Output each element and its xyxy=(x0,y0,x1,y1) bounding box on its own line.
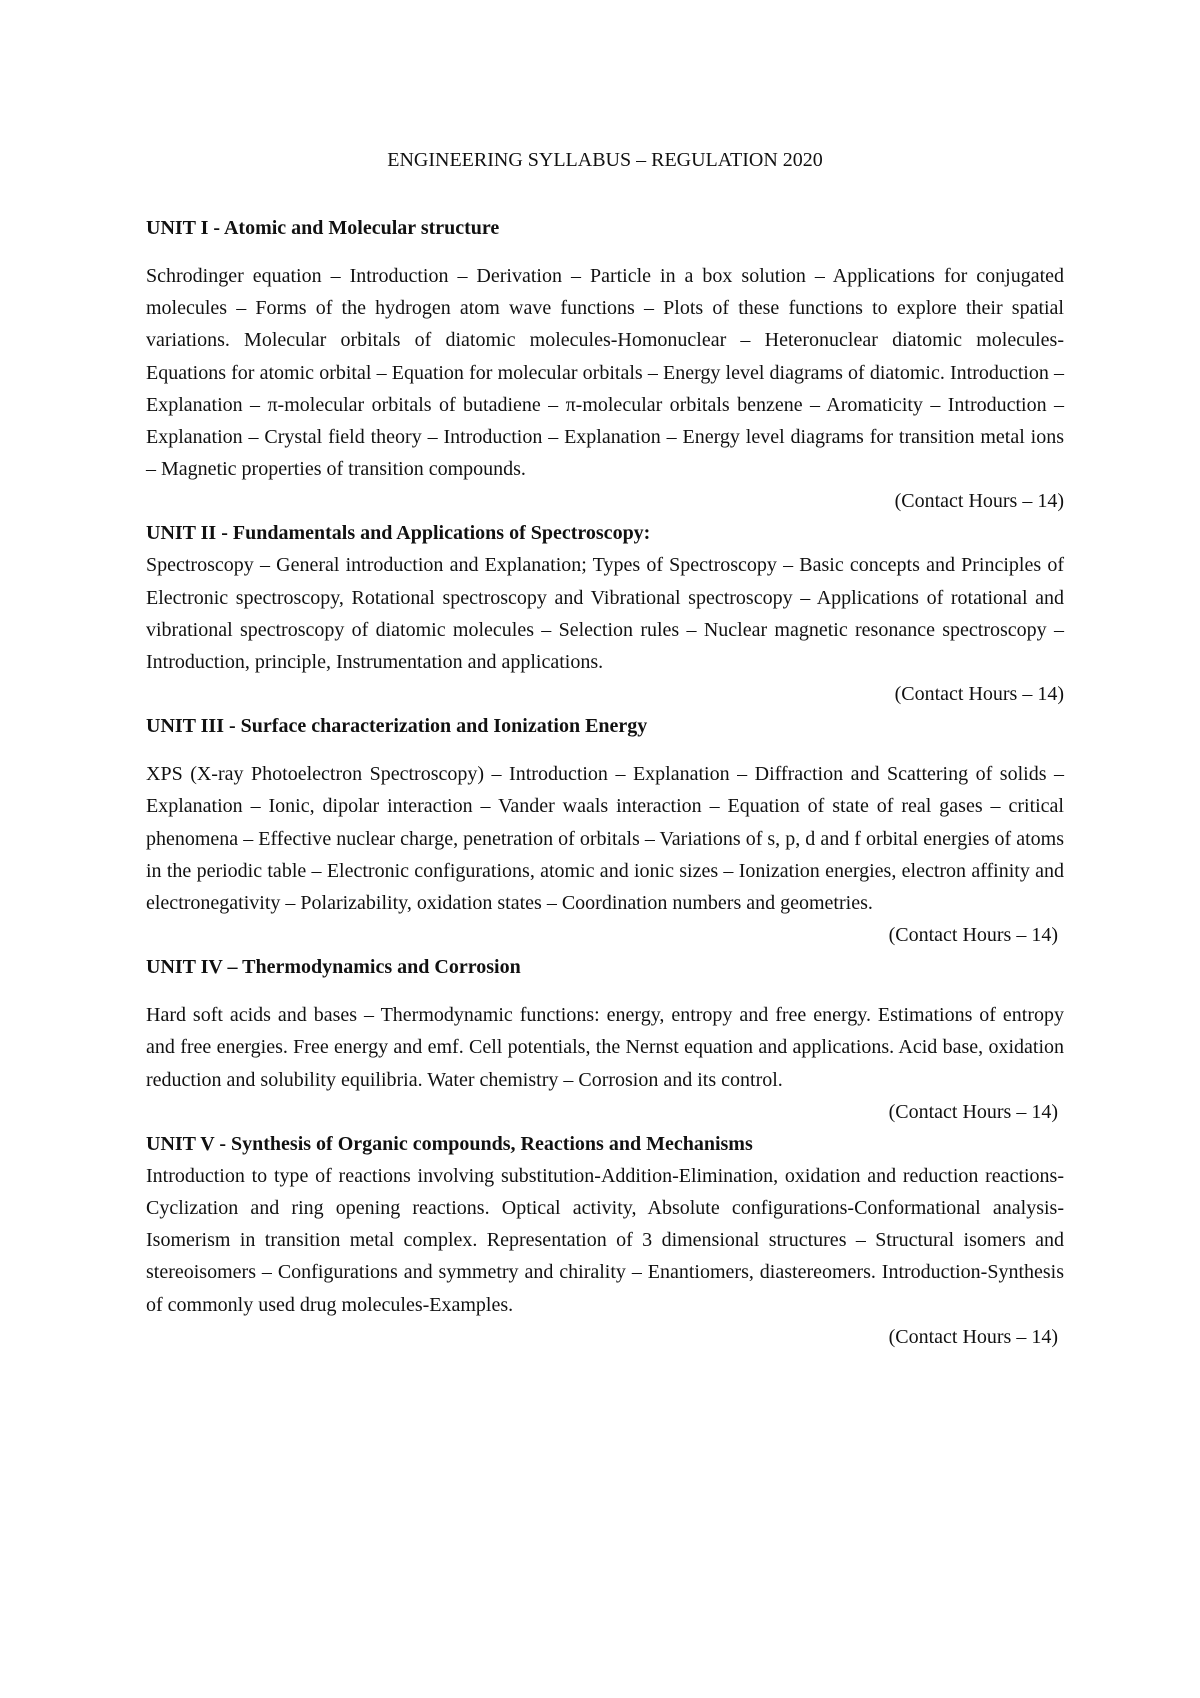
unit-5-body: Introduction to type of reactions involving substitution-Addition-Elimination, oxidation and reduction reactions- Cyclization and ring opening reactions. Optical activity, Absolute configurations-Conformational analysis-Isomerism in transition metal complex. Representation of 3 dimensional structures – Structural isomers and stereoisomers – Configurations and symmetry and chirality – Enantiomers, diastereomers. Introduction-Synthesis of commonly used drug molecules-Examples. xyxy=(146,1164,1064,1316)
unit-1-heading: UNIT I - Atomic and Molecular structure xyxy=(146,217,500,239)
unit-3-contact-hours: (Contact Hours – 14) xyxy=(888,924,1058,947)
unit-3-body: XPS (X-ray Photoelectron Spectroscopy) – Introduction – Explanation – Diffraction and Scattering of solids – Explanation – Ionic, dipolar interaction – Vander waals interaction – Equation of state of real gases – critical phenomena – Effective nuclear charge, penetration of orbitals – Variations of s, p, d and f orbital energies of atoms in the periodic table – Electronic configurations, atomic and ionic sizes – Ionization energies, electron affinity and electronegativity – Polarizability, oxidation states – Coordination numbers and geometries. xyxy=(146,763,1064,915)
unit-3-section xyxy=(146,710,1064,951)
unit-1-contact-hours: (Contact Hours – 14) xyxy=(894,490,1064,513)
unit-4-body: Hard soft acids and bases – Thermodynamic functions: energy, entropy and free energy. Estimations of entropy and free energies. Free energy and emf. Cell potentials, the Nernst equation and applications. Acid base, oxidation reduction and solubility equilibria. Water chemistry – Corrosion and its control. xyxy=(146,1004,1064,1091)
unit-2-body: Spectroscopy – General introduction and Explanation; Types of Spectroscopy – Basic concepts and Principles of Electronic spectroscopy, Rotational spectroscopy and Vibrational spectroscopy – Applications of rotational and vibrational spectroscopy of diatomic molecules – Selection rules – Nuclear magnetic resonance spectroscopy – Introduction, principle, Instrumentation and applications. xyxy=(146,554,1064,674)
syllabus-page xyxy=(146,146,1064,1353)
unit-5-contact-hours: (Contact Hours – 14) xyxy=(888,1325,1058,1348)
unit-5-section xyxy=(146,1128,1064,1353)
unit-5-heading: UNIT V - Synthesis of Organic compounds, Reactions and Mechanisms xyxy=(146,1132,753,1155)
unit-4-contact-hours: (Contact Hours – 14) xyxy=(888,1100,1058,1123)
unit-3-heading: UNIT III - Surface characterization and Ionization Energy xyxy=(146,715,648,738)
unit-2-section xyxy=(146,517,1064,710)
unit-1-body: Schrodinger equation – Introduction – Derivation – Particle in a box solution – Applications for conjugated molecules – Forms of the hydrogen atom wave functions – Plots of these functions to explore their spatial variations. Molecular orbitals of diatomic molecules-Homonuclear – Heteronuclear diatomic molecules- Equations for atomic orbital – Equation for molecular orbitals – Energy level diagrams of diatomic. Introduction – Explanation – π-molecular orbitals of butadiene – π-molecular orbitals benzene – Aromaticity – Introduction – Explanation – Crystal field theory – Introduction – Explanation – Energy level diagrams for transition metal ions – Magnetic properties of transition compounds. xyxy=(146,265,1064,481)
unit-1-section xyxy=(146,212,1064,517)
document-title: ENGINEERING SYLLABUS – REGULATION 2020 xyxy=(387,149,823,171)
unit-4-heading: UNIT IV – Thermodynamics and Corrosion xyxy=(146,956,521,979)
unit-4-section xyxy=(146,951,1064,1128)
unit-2-contact-hours: (Contact Hours – 14) xyxy=(894,683,1064,706)
unit-2-heading: UNIT II - Fundamentals and Applications of Spectroscopy: xyxy=(146,522,651,545)
